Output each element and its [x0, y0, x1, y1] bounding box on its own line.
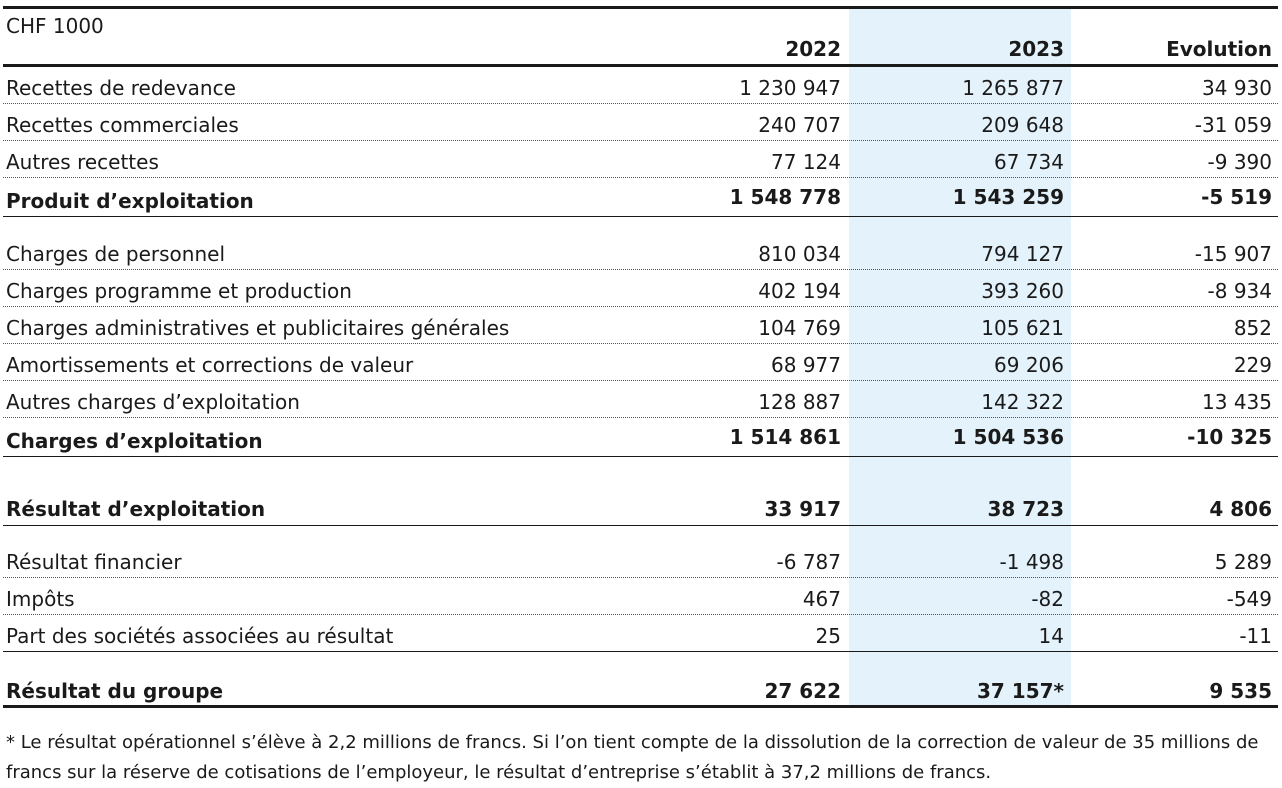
- value-2022: 467: [802, 587, 841, 611]
- value-2022: 240 707: [758, 113, 841, 137]
- value-2023: 14: [1038, 624, 1064, 648]
- value-evolution: 13 435: [1202, 390, 1272, 414]
- value-2022: 27 622: [764, 679, 841, 703]
- row-label: Charges programme et production: [6, 279, 352, 303]
- row-label: Recettes commerciales: [6, 113, 239, 137]
- value-evolution: -11: [1239, 624, 1272, 648]
- row-label: Résultat du groupe: [6, 679, 224, 703]
- row-label: Autres recettes: [6, 150, 159, 174]
- value-2022: 1 548 778: [729, 185, 841, 209]
- value-2023: 393 260: [981, 279, 1064, 303]
- row-divider: [3, 306, 1278, 307]
- value-evolution: -31 059: [1194, 113, 1272, 137]
- value-2023: -1 498: [999, 550, 1064, 574]
- row-divider: [3, 614, 1278, 615]
- value-evolution: 852: [1233, 316, 1272, 340]
- value-2022: 1 230 947: [739, 76, 841, 100]
- value-2023: 67 734: [994, 150, 1064, 174]
- value-evolution: -549: [1226, 587, 1272, 611]
- unit-label: CHF 1000: [6, 14, 104, 38]
- value-evolution: 4 806: [1209, 497, 1272, 521]
- row-label: Recettes de redevance: [6, 76, 236, 100]
- column-header-evolution: Evolution: [1166, 37, 1272, 61]
- value-2022: 810 034: [758, 242, 841, 266]
- row-label: Charges d’exploitation: [6, 429, 263, 453]
- value-2023: 38 723: [987, 497, 1064, 521]
- row-label: Résultat financier: [6, 550, 182, 574]
- column-header-2022: 2022: [785, 37, 841, 61]
- value-2023: 209 648: [981, 113, 1064, 137]
- value-evolution: -8 934: [1207, 279, 1272, 303]
- row-divider: [3, 651, 1278, 652]
- row-label: Résultat d’exploitation: [6, 497, 266, 521]
- row-label: Amortissements et corrections de valeur: [6, 353, 414, 377]
- value-evolution: 9 535: [1209, 679, 1272, 703]
- value-2022: 402 194: [758, 279, 841, 303]
- row-divider: [3, 140, 1278, 141]
- row-label: Produit d’exploitation: [6, 189, 254, 213]
- row-divider: [3, 269, 1278, 270]
- value-2022: 33 917: [764, 497, 841, 521]
- value-evolution: -10 325: [1187, 425, 1272, 449]
- value-evolution: 229: [1233, 353, 1272, 377]
- footnote: * Le résultat opérationnel s’élève à 2,2 millions de francs. Si l’on tient compte de la dissolution de la correction de valeur de 35 millions de francs sur la réserve de cotisations de l’employeur, le résultat d’entreprise s’établit à 37,2 millions de francs.: [6, 732, 1259, 783]
- subtotal-rule: [3, 525, 1278, 526]
- subtotal-rule: [3, 456, 1278, 457]
- row-label: Impôts: [6, 587, 75, 611]
- value-2022: 68 977: [771, 353, 841, 377]
- subtotal-rule: [3, 216, 1278, 217]
- row-divider: [3, 103, 1278, 104]
- value-2022: 104 769: [758, 316, 841, 340]
- value-evolution: -5 519: [1201, 185, 1272, 209]
- row-divider: [3, 417, 1278, 418]
- table-bottom-rule: [3, 705, 1278, 708]
- value-2023: 1 504 536: [952, 425, 1064, 449]
- value-2023: -82: [1031, 587, 1064, 611]
- row-divider: [3, 577, 1278, 578]
- row-divider: [3, 380, 1278, 381]
- value-2023: 105 621: [981, 316, 1064, 340]
- row-label: Charges administratives et publicitaires générales: [6, 316, 510, 340]
- value-2022: 128 887: [758, 390, 841, 414]
- value-2023: 1 265 877: [962, 76, 1064, 100]
- value-2023: 37 157*: [976, 679, 1064, 703]
- row-label: Autres charges d’exploitation: [6, 390, 300, 414]
- value-evolution: -9 390: [1207, 150, 1272, 174]
- value-2023: 142 322: [981, 390, 1064, 414]
- column-header-2023: 2023: [1008, 37, 1064, 61]
- value-evolution: -15 907: [1194, 242, 1272, 266]
- value-evolution: 5 289: [1214, 550, 1272, 574]
- row-divider: [3, 343, 1278, 344]
- value-2022: 25: [815, 624, 841, 648]
- table-top-rule: [3, 6, 1278, 9]
- value-evolution: 34 930: [1202, 76, 1272, 100]
- value-2022: 77 124: [771, 150, 841, 174]
- value-2023: 69 206: [994, 353, 1064, 377]
- header-rule: [3, 64, 1278, 67]
- row-label: Charges de personnel: [6, 242, 225, 266]
- value-2023: 1 543 259: [952, 185, 1064, 209]
- row-label: Part des sociétés associées au résultat: [6, 624, 394, 648]
- row-divider: [3, 177, 1278, 178]
- value-2022: -6 787: [776, 550, 841, 574]
- value-2023: 794 127: [981, 242, 1064, 266]
- value-2022: 1 514 861: [729, 425, 841, 449]
